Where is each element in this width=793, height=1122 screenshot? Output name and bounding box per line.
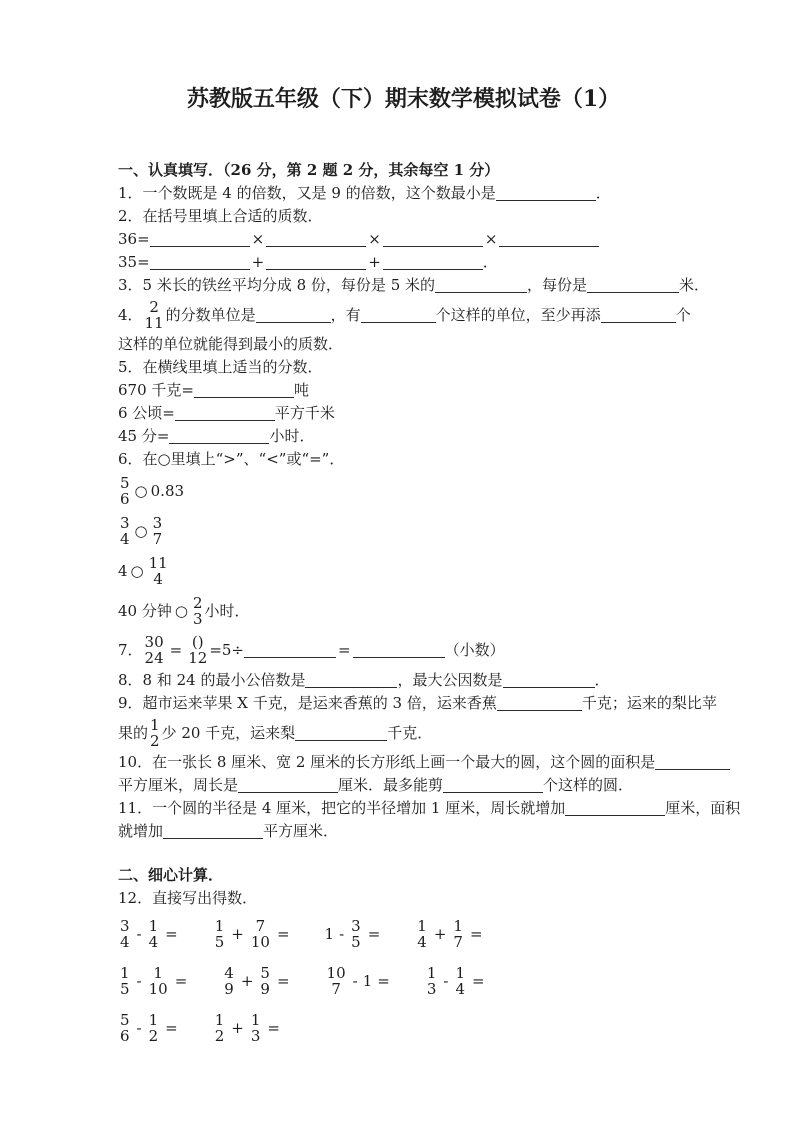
- equals-sign: =: [267, 1018, 280, 1037]
- q4-text: 的分数单位是: [165, 306, 256, 324]
- question-9-line2: [118, 715, 689, 751]
- answer-blank: [150, 231, 250, 247]
- fraction: 10 7: [326, 963, 346, 998]
- whole-number: 1: [362, 971, 373, 990]
- compare-circle: ○: [134, 522, 148, 540]
- q6-comparison-2: [118, 511, 689, 551]
- fraction: 1 2: [214, 1010, 225, 1045]
- question-3: [118, 274, 710, 297]
- equals-sign: =: [276, 971, 290, 990]
- operator: +: [231, 924, 244, 943]
- whole-number: 1: [324, 924, 335, 943]
- fraction: 11 4: [148, 554, 168, 588]
- question-2-stem: 2．在括号里填上合适的质数．: [118, 207, 323, 225]
- fraction: () 12: [188, 633, 208, 667]
- answer-blank: [238, 777, 338, 793]
- q6-text: 小时．: [204, 602, 250, 620]
- q5-unit: 小时．: [269, 427, 315, 445]
- q5-text: 670 千克=: [118, 381, 194, 399]
- answer-blank: [266, 254, 366, 270]
- q10-text: 10．在一张长 8 厘米、宽 2 厘米的长方形纸上画一个最大的圆，这个圆的面积是: [118, 753, 656, 771]
- q9-text: 9．超市运来苹果 X 千克，是运来香蕉的 3 倍，运来香蕉: [118, 694, 497, 712]
- fraction: 1 5: [214, 916, 225, 951]
- question-11-line2: [118, 820, 689, 843]
- answer-blank: [601, 307, 676, 323]
- question-8: [118, 669, 689, 692]
- operator: -: [136, 971, 142, 990]
- multiply-sign: ×: [484, 230, 498, 248]
- equals-sign: =: [469, 924, 483, 943]
- fraction: 1 7: [453, 916, 463, 951]
- fraction: 2 11: [144, 298, 164, 332]
- question-5-stem: 5．在横线里填上适当的分数．: [118, 358, 323, 376]
- q3-text: 3．5 米长的铁丝平均分成 8 份，每份是 5 米的: [118, 276, 436, 294]
- question-6-stem: 6．在○里填上“>”、“<”或“=”．: [118, 450, 345, 468]
- q5-unit: 平方千米: [274, 404, 335, 422]
- math-expression: [415, 918, 487, 950]
- q3-text: ，每份是: [527, 276, 588, 294]
- answer-blank: [383, 254, 483, 270]
- question-10-line2: [118, 774, 689, 797]
- q6-comparison-3: [118, 551, 689, 591]
- answer-blank: [497, 695, 582, 711]
- answer-blank: [150, 254, 250, 270]
- section-gap: [118, 843, 689, 863]
- fraction: 1 10: [148, 963, 168, 998]
- equals-sign: =: [377, 971, 390, 990]
- math-expression: [425, 965, 490, 997]
- q7-divide-text: =5÷: [209, 641, 244, 659]
- q11-text: 厘米，面积: [665, 799, 741, 817]
- compare-circle: ○: [174, 602, 188, 620]
- answer-blank: [587, 277, 679, 293]
- fraction: 4 9: [224, 963, 234, 998]
- fraction: 1 5: [120, 963, 130, 998]
- answer-blank: [565, 800, 665, 816]
- q2-35-label: 35=: [118, 253, 150, 271]
- q11-text: 11．一个圆的半径是 4 厘米，把它的半径增加 1 厘米，周长就增加: [118, 799, 566, 817]
- fraction: 3 4: [120, 916, 130, 951]
- q4-number: 4．: [118, 306, 143, 324]
- fraction: 1 4: [148, 916, 159, 951]
- question-9-line1: [118, 692, 717, 715]
- answer-blank: [266, 231, 366, 247]
- answer-blank: [435, 277, 527, 293]
- fraction: 1 3: [426, 963, 437, 998]
- q5-row-minutes: [118, 425, 689, 448]
- multiply-sign: ×: [368, 230, 381, 248]
- answer-blank: [443, 777, 543, 793]
- question-1: [118, 182, 689, 205]
- q4-text: 个这样的单位，至少再添: [435, 306, 601, 324]
- equals-sign: =: [169, 641, 183, 659]
- fraction: 3 7: [152, 514, 163, 548]
- math-expression: [325, 965, 395, 997]
- q7-number: 7．: [118, 641, 143, 659]
- fraction: 3 4: [120, 514, 130, 548]
- plus-sign: +: [368, 253, 381, 271]
- fraction: 2 3: [192, 594, 203, 628]
- operator: -: [136, 1018, 142, 1037]
- fraction: 1 2: [150, 716, 160, 750]
- q9-text: 千克；运来的梨比苹: [581, 694, 717, 712]
- answer-blank: [175, 405, 275, 421]
- equals-sign: =: [472, 971, 485, 990]
- question-10-line1: [118, 751, 689, 774]
- answer-blank: [499, 231, 599, 247]
- q4-line2: 这样的单位就能得到最小的质数．: [118, 335, 344, 353]
- fraction: 1 3: [250, 1010, 261, 1045]
- answer-blank: [361, 307, 436, 323]
- fraction: 5 6: [120, 474, 130, 508]
- question-12-stem: 12．直接写出得数．: [118, 889, 258, 907]
- answer-blank: [194, 382, 294, 398]
- operator: -: [443, 971, 449, 990]
- q2-line-36: [118, 228, 689, 251]
- operator: -: [339, 924, 345, 943]
- equals-sign: =: [174, 971, 188, 990]
- q5-row-670kg: [118, 379, 689, 402]
- math-expression: [118, 918, 183, 950]
- answer-blank: [305, 672, 397, 688]
- fraction: 5 6: [120, 1010, 130, 1045]
- operator: -: [136, 924, 142, 943]
- page-title: 苏教版五年级（下）期末数学模拟试卷（1）: [186, 86, 621, 112]
- fraction: 3 5: [351, 916, 361, 951]
- compare-circle: ○: [134, 482, 148, 500]
- whole-number: 4: [118, 562, 128, 580]
- q2-line-35: [118, 251, 689, 274]
- fraction: 1 4: [417, 916, 427, 951]
- q12-row-2: [118, 957, 689, 1004]
- q2-36-label: 36=: [118, 230, 150, 248]
- plus-sign: +: [251, 253, 265, 271]
- equals-sign: =: [338, 641, 351, 659]
- answer-blank: [244, 642, 336, 658]
- answer-blank: [503, 672, 595, 688]
- fraction: 7 10: [250, 916, 270, 951]
- answer-blank: [383, 231, 483, 247]
- q9-text: 果的: [118, 724, 149, 742]
- q7-decimal-note: （小数）: [444, 641, 505, 659]
- q5-text: 45 分=: [118, 427, 170, 445]
- question-11-line1: [118, 797, 741, 820]
- q1-period: ．: [595, 184, 611, 202]
- math-expression: [325, 918, 386, 950]
- q2-period: ．: [482, 253, 498, 271]
- equals-sign: =: [165, 924, 178, 943]
- q3-text: 米．: [679, 276, 710, 294]
- math-expression: [118, 1012, 183, 1044]
- fraction: 1 2: [148, 1010, 159, 1045]
- operator: +: [231, 1018, 244, 1037]
- q11-text: 就增加: [118, 822, 164, 840]
- question-7: [118, 631, 689, 669]
- answer-blank: [655, 754, 730, 770]
- q9-text: 千克．: [387, 724, 433, 742]
- q8-text: ，最大公因数是: [397, 671, 503, 689]
- section2-heading: 二、细心计算．: [118, 866, 224, 884]
- multiply-sign: ×: [251, 230, 265, 248]
- math-expression: [213, 1012, 285, 1044]
- q4-text: 个: [675, 306, 691, 324]
- q8-period: ．: [594, 671, 610, 689]
- math-expression: [222, 965, 294, 997]
- answer-blank: [256, 307, 331, 323]
- q10-text: 个这样的圆．: [543, 776, 634, 794]
- q1-text: 1．一个数既是 4 的倍数，又是 9 的倍数，这个数最小是: [118, 184, 496, 202]
- equals-sign: =: [165, 1018, 178, 1037]
- operator: +: [240, 971, 254, 990]
- q10-text: 平方厘米，周长是: [118, 776, 239, 794]
- q6-comparison-1: [118, 471, 689, 511]
- answer-blank: [295, 725, 387, 741]
- q8-text: 8．8 和 24 的最小公倍数是: [118, 671, 306, 689]
- q5-text: 6 公顷=: [118, 404, 175, 422]
- equals-sign: =: [276, 924, 290, 943]
- q12-row-1: [118, 910, 689, 957]
- q6-text: 40 分钟: [118, 602, 172, 620]
- q4-text: ，有: [330, 306, 361, 324]
- answer-blank: [163, 823, 263, 839]
- answer-blank: [169, 428, 269, 444]
- q11-text: 平方厘米．: [263, 822, 339, 840]
- q5-unit: 吨: [293, 381, 309, 399]
- math-expression: [118, 965, 192, 997]
- section1-heading: 一、认真填写．（26 分，第 2 题 2 分，其余每空 1 分）: [118, 161, 500, 179]
- operator: -: [352, 971, 358, 990]
- question-4: [118, 297, 689, 333]
- q9-text: 少 20 千克，运来梨: [161, 724, 296, 742]
- compare-circle: ○: [130, 562, 144, 580]
- fraction: 1 4: [455, 963, 466, 998]
- fraction: 5 9: [260, 963, 270, 998]
- q6-comparison-4: [118, 591, 689, 631]
- operator: +: [433, 924, 447, 943]
- q5-row-hectare: [118, 402, 689, 425]
- math-expression: [213, 918, 295, 950]
- equals-sign: =: [367, 924, 381, 943]
- q12-row-3: [118, 1004, 689, 1051]
- fraction: 30 24: [144, 633, 164, 667]
- q10-text: 厘米．最多能剪: [338, 776, 444, 794]
- answer-blank: [353, 642, 445, 658]
- answer-blank: [496, 185, 596, 201]
- decimal-value: 0.83: [150, 482, 185, 500]
